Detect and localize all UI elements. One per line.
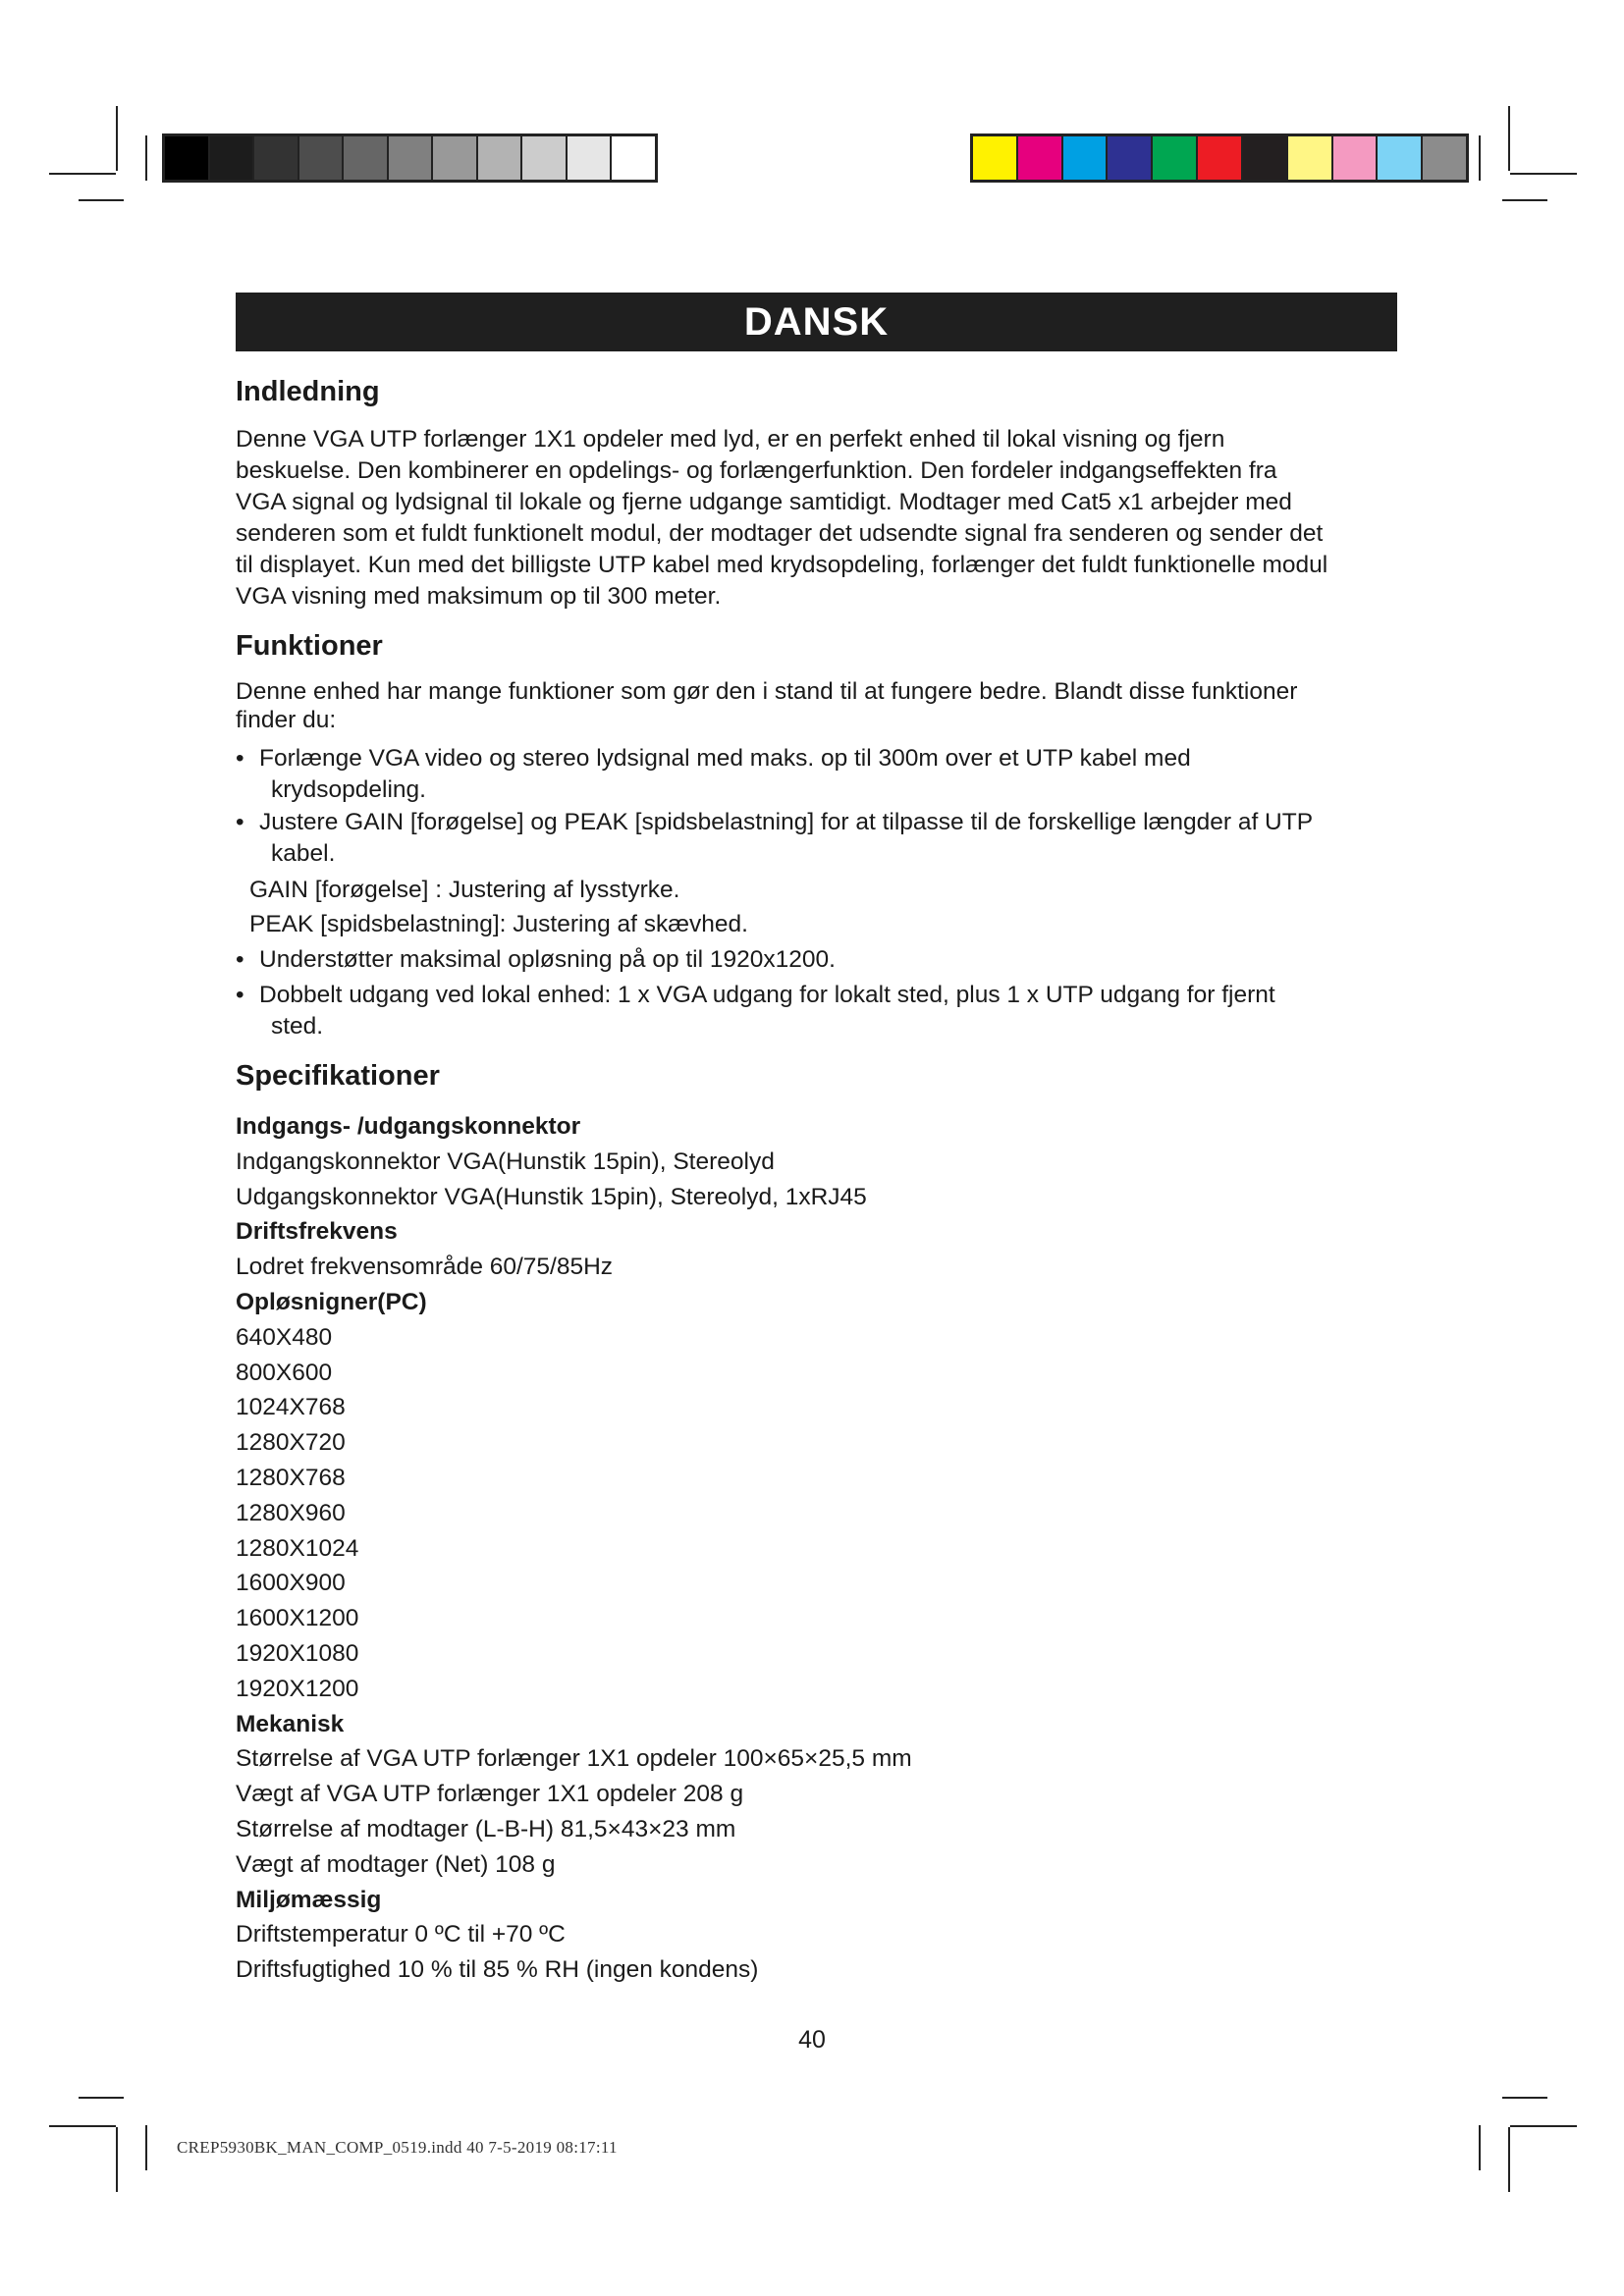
color-swatch bbox=[389, 136, 434, 180]
connectors-title: Indgangs- /udgangskonnektor bbox=[236, 1113, 581, 1140]
color-swatch bbox=[165, 136, 210, 180]
resolution-item: 1280X960 bbox=[236, 1499, 346, 1526]
spec-line: Indgangskonnektor VGA(Hunstik 15pin), Stereolyd bbox=[236, 1148, 775, 1175]
color-swatch bbox=[612, 136, 655, 180]
color-swatch bbox=[1153, 136, 1198, 180]
resolution-item: 640X480 bbox=[236, 1323, 333, 1351]
feature-bullet-4 bbox=[236, 980, 1404, 1042]
functions-intro-line: finder du: bbox=[236, 707, 337, 733]
resolution-item: 1280X720 bbox=[236, 1429, 346, 1457]
color-swatch bbox=[522, 136, 568, 180]
color-swatch bbox=[1063, 136, 1109, 180]
spec-line: Udgangskonnektor VGA(Hunstik 15pin), Stereolyd, 1xRJ45 bbox=[236, 1183, 867, 1210]
intro-heading: Indledning bbox=[236, 376, 380, 407]
spec-line: Vægt af VGA UTP forlænger 1X1 opdeler 208 g bbox=[236, 1781, 744, 1808]
print-slug: CREP5930BK_MAN_COMP_0519.indd 40 7-5-2019 08:17:11 bbox=[177, 2138, 618, 2157]
resolution-item: 1280X1024 bbox=[236, 1534, 359, 1562]
spec-line: Størrelse af modtager (L-B-H) 81,5×43×23 mm bbox=[236, 1815, 736, 1842]
bullet-text: Justere GAIN [forøgelse] og PEAK [spidsbelastning] for at tilpasse til de forskellige længder af UTP bbox=[259, 809, 1314, 835]
resolution-item: 1280X768 bbox=[236, 1464, 346, 1491]
resolution-item: 1920X1080 bbox=[236, 1639, 359, 1667]
resolution-item: 1600X900 bbox=[236, 1570, 346, 1597]
intro-line: VGA signal og lydsignal til lokale og fjerne udgange samtidigt. Modtager med Cat5 x1 arbejder med bbox=[236, 489, 1292, 515]
language-banner: DANSK bbox=[236, 293, 1397, 351]
gain-note: GAIN [forøgelse] : Justering af lysstyrke. bbox=[249, 877, 680, 903]
color-swatch bbox=[1288, 136, 1333, 180]
feature-bullet-1 bbox=[236, 743, 1404, 806]
feature-bullet-3 bbox=[236, 944, 1404, 976]
spec-line: Vægt af modtager (Net) 108 g bbox=[236, 1850, 556, 1878]
spec-line: Driftsfugtighed 10 % til 85 % RH (ingen kondens) bbox=[236, 1956, 759, 1984]
mechanical-title: Mekanisk bbox=[236, 1710, 345, 1737]
intro-line: beskuelse. Den kombinerer en opdelings- og forlængerfunktion. Den fordeler indgangseffekten fra bbox=[236, 457, 1277, 484]
peak-note: PEAK [spidsbelastning]: Justering af skævhed. bbox=[249, 911, 748, 937]
process-color-bar bbox=[970, 133, 1469, 183]
spec-line: Størrelse af VGA UTP forlænger 1X1 opdeler 100×65×25,5 mm bbox=[236, 1745, 912, 1773]
functions-heading: Funktioner bbox=[236, 630, 383, 662]
bullet-dot: • bbox=[236, 982, 244, 1008]
spec-line: Driftstemperatur 0 ºC til +70 ºC bbox=[236, 1921, 566, 1949]
page-number: 40 bbox=[798, 2026, 826, 2054]
frequency-title: Driftsfrekvens bbox=[236, 1218, 398, 1246]
color-swatch bbox=[1423, 136, 1466, 180]
intro-line: til displayet. Kun med det billigste UTP kabel med krydsopdeling, forlænger det fuldt funktionelle modul bbox=[236, 552, 1328, 578]
color-swatch bbox=[1108, 136, 1153, 180]
bullet-text-continued: krydsopdeling. bbox=[271, 776, 426, 803]
color-swatch bbox=[1018, 136, 1063, 180]
resolution-item: 1920X1200 bbox=[236, 1675, 359, 1702]
spec-line: Lodret frekvensområde 60/75/85Hz bbox=[236, 1254, 614, 1281]
resolution-item: 1600X1200 bbox=[236, 1605, 359, 1632]
color-swatch bbox=[433, 136, 478, 180]
bullet-text: Understøtter maksimal opløsning på op til 1920x1200. bbox=[259, 946, 836, 973]
intro-line: VGA visning med maksimum op til 300 meter. bbox=[236, 583, 722, 610]
intro-line: senderen som et fuldt funktionelt modul, der modtager det udsendte signal fra senderen og sender det bbox=[236, 520, 1324, 547]
resolution-item: 1024X768 bbox=[236, 1394, 346, 1421]
bullet-text-continued: kabel. bbox=[271, 840, 336, 867]
intro-line: Denne VGA UTP forlænger 1X1 opdeler med lyd, er en perfekt enhed til lokal visning og fjern bbox=[236, 426, 1225, 453]
color-swatch bbox=[1198, 136, 1243, 180]
color-swatch bbox=[478, 136, 523, 180]
environment-title: Miljømæssig bbox=[236, 1886, 382, 1913]
grayscale-color-bar bbox=[162, 133, 658, 183]
specs-heading: Specifikationer bbox=[236, 1060, 440, 1092]
bullet-dot: • bbox=[236, 946, 244, 973]
color-swatch bbox=[344, 136, 389, 180]
color-swatch bbox=[1243, 136, 1288, 180]
functions-intro-line: Denne enhed har mange funktioner som gør den i stand til at fungere bedre. Blandt disse funktioner bbox=[236, 678, 1298, 705]
feature-bullet-2 bbox=[236, 807, 1404, 870]
color-swatch bbox=[299, 136, 345, 180]
color-swatch bbox=[568, 136, 613, 180]
resolution-item: 800X600 bbox=[236, 1359, 333, 1386]
spec-list bbox=[236, 1109, 1404, 1988]
color-swatch bbox=[254, 136, 299, 180]
color-swatch bbox=[1378, 136, 1423, 180]
color-swatch bbox=[210, 136, 255, 180]
bullet-text: Dobbelt udgang ved lokal enhed: 1 x VGA udgang for lokalt sted, plus 1 x UTP udgang for fjernt bbox=[259, 982, 1275, 1008]
color-swatch bbox=[973, 136, 1018, 180]
bullet-dot: • bbox=[236, 809, 244, 835]
resolutions-title: Opløsnigner(PC) bbox=[236, 1288, 427, 1315]
color-swatch bbox=[1333, 136, 1379, 180]
bullet-dot: • bbox=[236, 745, 244, 772]
bullet-text: Forlænge VGA video og stereo lydsignal med maks. op til 300m over et UTP kabel med bbox=[259, 745, 1191, 772]
bullet-text-continued: sted. bbox=[271, 1013, 324, 1040]
